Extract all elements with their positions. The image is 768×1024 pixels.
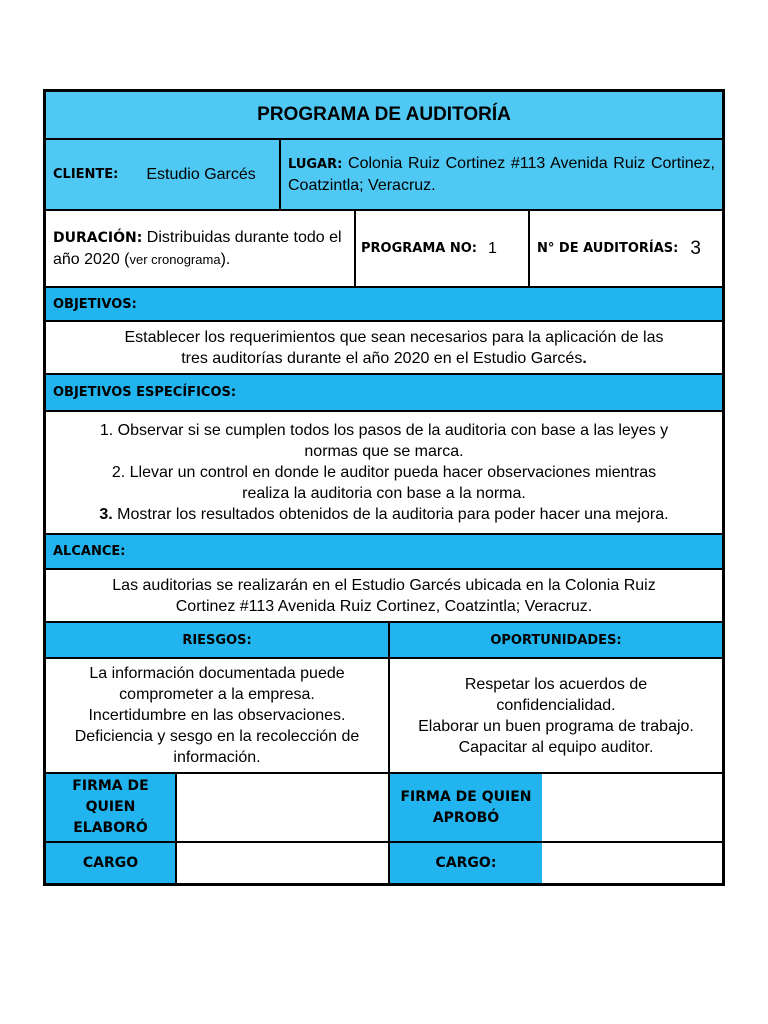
list-item (99, 462, 668, 504)
cargo-left-label: CARGO (82, 855, 139, 871)
firma-elaboro-field[interactable] (177, 774, 388, 841)
objetivos-especificos-label: OBJETIVOS ESPECÍFICOS: (53, 385, 237, 400)
oportunidades-line: Capacitar al equipo auditor. (458, 738, 654, 756)
objetivos-label: OBJETIVOS: (53, 296, 137, 312)
duracion-close: ). (220, 251, 231, 268)
cliente-cell (46, 140, 279, 209)
list-item-number: 1. (99, 422, 114, 439)
oportunidades-line: Respetar los acuerdos de (464, 675, 648, 693)
firma-aprobo-line1: FIRMA DE QUIEN (400, 788, 532, 805)
list-item-line2: realiza la auditoria con base a la norma. (242, 485, 526, 502)
page-title: PROGRAMA DE AUDITORÍA (257, 104, 511, 125)
lugar-label: LUGAR: (288, 157, 343, 172)
alcance-line1: Las auditorias se realizarán en el Estudio Garcés ubicada en la Colonia Ruiz (112, 576, 656, 594)
oportunidades-body (390, 659, 722, 772)
firma-elaboro-line3: ELABORÓ (73, 820, 148, 836)
list-item-line2: normas que se marca. (304, 443, 464, 460)
oportunidades-line: Elaborar un buen programa de trabajo. (418, 717, 694, 735)
objetivos-text-line2: tres auditorías durante el año 2020 en el Estudio Garcés (181, 349, 583, 367)
alcance-header (46, 535, 722, 568)
list-item-number: 3. (99, 506, 113, 523)
firma-elaboro-line1: FIRMA DE (72, 778, 149, 794)
firma-aprobo-label-cell (390, 774, 542, 841)
riesgos-line: Incertidumbre en las observaciones. (88, 707, 346, 724)
objetivos-especificos-list (99, 420, 668, 525)
objetivos-header (46, 288, 722, 320)
riesgos-label: RIESGOS: (182, 632, 252, 648)
riesgos-line: La información documentada puede (89, 665, 345, 682)
alcance-body (46, 570, 722, 621)
list-item (99, 420, 668, 462)
duracion-value: Distribuidas durante todo el año 2020 ( (53, 229, 342, 268)
cargo-left-label-cell (46, 843, 175, 883)
title-cell (46, 92, 722, 138)
objetivos-especificos-header (46, 375, 722, 410)
firma-elaboro-label-cell (46, 774, 175, 841)
cargo-right-label: CARGO: (435, 855, 497, 871)
list-item-line1: Llevar un control en donde le auditor pueda hacer observaciones mientras (129, 464, 657, 481)
alcance-label: ALCANCE: (53, 544, 126, 559)
n-auditorias-cell (530, 211, 722, 286)
cargo-right-label-cell (390, 843, 542, 883)
oportunidades-header (390, 623, 722, 657)
lugar-cell (281, 140, 722, 209)
list-item-line1: Observar si se cumplen todos los pasos de la auditoria con base a las leyes y (117, 422, 669, 439)
alcance-line2: Cortinez #113 Avenida Ruiz Cortinez, Coatzintla; Veracruz. (175, 597, 593, 615)
riesgos-line: Deficiencia y sesgo en la recolección de (74, 728, 360, 745)
firma-elaboro-line2: QUIEN (85, 799, 136, 815)
riesgos-body (46, 659, 388, 772)
programa-no-cell (356, 211, 528, 286)
list-item-number: 2. (111, 464, 126, 481)
duracion-note: ver cronograma (129, 252, 221, 267)
list-item (99, 504, 668, 525)
n-auditorias-value: 3 (690, 237, 701, 259)
objetivos-especificos-body (46, 412, 722, 533)
riesgos-line: información. (173, 749, 261, 766)
cargo-right-field[interactable] (542, 843, 722, 883)
list-item-line1: Mostrar los resultados obtenidos de la auditoria para poder hacer una mejora. (117, 506, 669, 523)
duracion-label: DURACIÓN: (53, 230, 143, 246)
objetivos-body (46, 322, 722, 373)
cliente-value: Estudio Garcés (146, 166, 256, 183)
oportunidades-line: confidencialidad. (496, 696, 616, 714)
firma-aprobo-field[interactable] (542, 774, 722, 841)
oportunidades-label: OPORTUNIDADES: (490, 632, 622, 648)
audit-program-table (43, 89, 725, 886)
firma-aprobo-line2: APROBÓ (432, 809, 500, 826)
cargo-left-field[interactable] (177, 843, 388, 883)
objetivos-text-line1: Establecer los requerimientos que sean necesarios para la aplicación de las (124, 328, 664, 346)
programa-no-value: 1 (487, 240, 497, 257)
programa-no-label: PROGRAMA NO: (361, 241, 477, 256)
riesgos-header (46, 623, 388, 657)
lugar-value: Colonia Ruiz Cortinez #113 Avenida Ruiz Cortinez, Coatzintla; Veracruz. (288, 155, 715, 194)
objetivos-text-end: . (582, 349, 587, 367)
duracion-cell (46, 211, 354, 286)
riesgos-line: comprometer a la empresa. (119, 686, 315, 703)
cliente-label: CLIENTE: (53, 167, 119, 182)
n-auditorias-label: N° DE AUDITORÍAS: (537, 241, 679, 256)
